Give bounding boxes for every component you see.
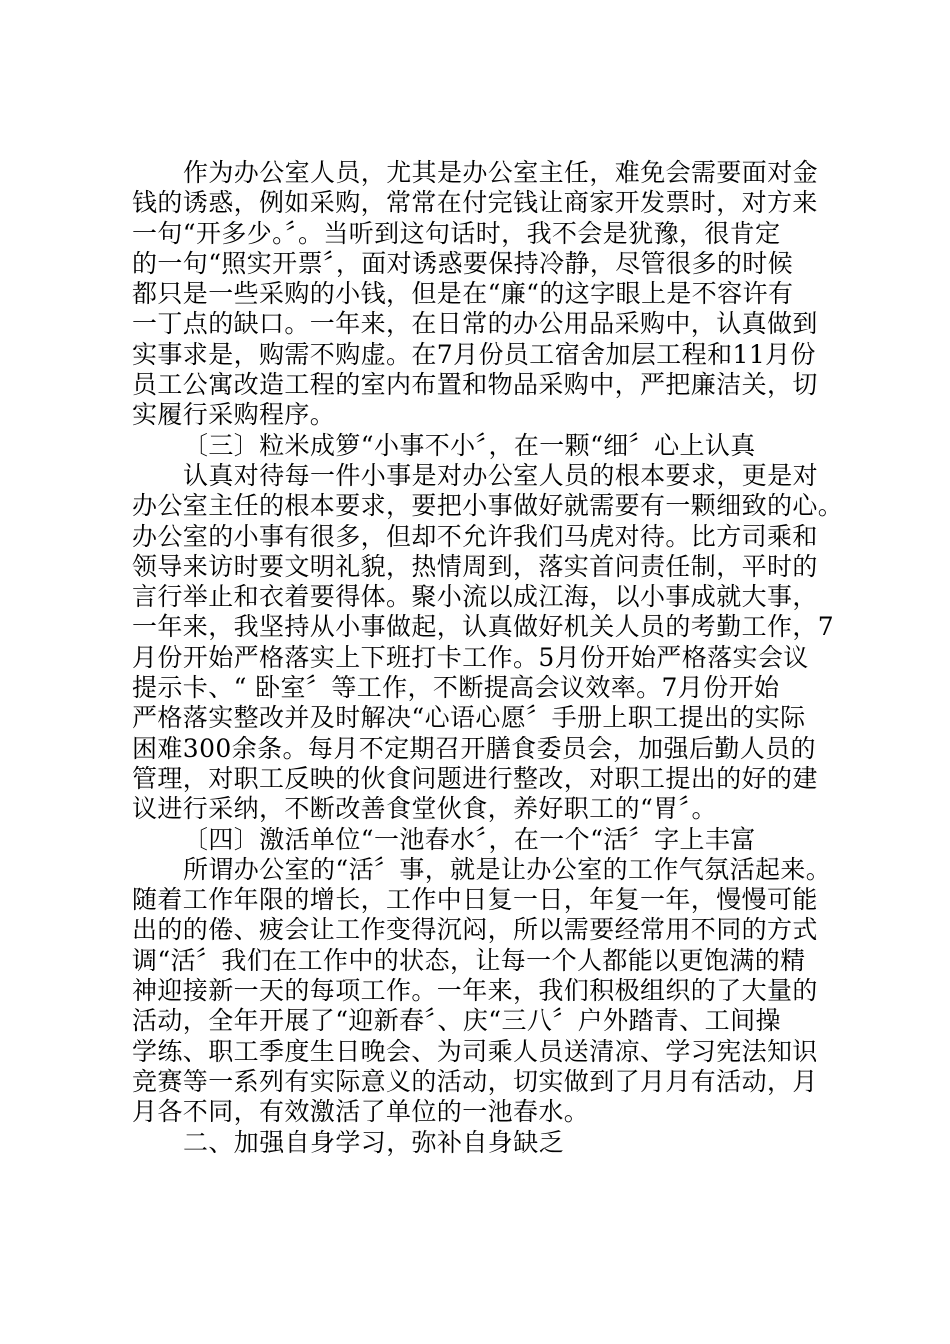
text-line: 〔四〕激活单位“一池春水〞，在一个“活〞字上丰富: [183, 824, 756, 854]
text-line: 的一句“照实开票〞，面对诱惑要保持冷静，尽管很多的时候: [132, 248, 794, 278]
text-line: 管理，对职工反映的伙食问题进行整改，对职工提出的好的建: [132, 763, 818, 793]
text-line: 困难300余条。每月不定期召开膳食委员会，加强后勤人员的: [132, 733, 816, 763]
text-line: 实履行采购程序。: [132, 400, 336, 430]
text-line: 办公室主任的根本要求，要把小事做好就需要有一颗细致的心。: [132, 491, 844, 521]
text-line: 神迎接新一天的每项工作。一年来，我们积极组织的了大量的: [132, 976, 818, 1006]
text-line: 钱的诱惑，例如采购，常常在付完钱让商家开发票时，对方来: [132, 188, 818, 218]
text-line: 〔三〕粒米成箩“小事不小〞，在一颗“细〞心上认真: [183, 430, 756, 460]
text-line: 领导来访时要文明礼貌，热情周到，落实首问责任制，平时的: [132, 551, 818, 581]
text-line: 活动，全年开展了“迎新春〞、庆“三八〞户外踏青、工间操: [132, 1006, 781, 1036]
text-line: 所谓办公室的“活〞事，就是让办公室的工作气氛活起来。: [183, 854, 832, 884]
text-line: 严格落实整改并及时解决“心语心愿〞手册上职工提出的实际: [132, 703, 806, 733]
text-line: 认真对待每一件小事是对办公室人员的根本要求，更是对: [183, 460, 819, 490]
text-line: 议进行采纳，不断改善食堂伙食，养好职工的“胃〞。: [132, 794, 717, 824]
text-line: 一年来，我坚持从小事做起，认真做好机关人员的考勤工作，7: [132, 612, 835, 642]
document-body: [132, 158, 844, 1158]
text-line: 出的的倦、疲会让工作变得沉闷，所以需要经常用不同的方式: [132, 915, 818, 945]
text-line: 一句“开多少。〞。当听到这句话时，我不会是犹豫，很肯定: [132, 218, 781, 248]
text-line: 调“活〞我们在工作中的状态，让每一个人都能以更饱满的精: [132, 945, 806, 975]
text-line: 作为办公室人员，尤其是办公室主任，难免会需要面对金: [183, 158, 819, 187]
text-line: 月份开始严格落实上下班打卡工作。5月份开始严格落实会议: [132, 642, 809, 672]
text-line: 提示卡、“ 卧室〞等工作，不断提高会议效率。7月份开始: [132, 673, 780, 703]
text-line: 随着工作年限的增长，工作中日复一日，年复一年，慢慢可能: [132, 885, 818, 915]
text-line: 言行举止和衣着要得体。聚小流以成江海，以小事成就大事，: [132, 582, 818, 612]
text-line: 二、加强自身学习，弥补自身缺乏: [183, 1127, 565, 1157]
text-line: 都只是一些采购的小钱，但是在“廉“的这字眼上是不容许有: [132, 279, 794, 309]
text-line: 月各不同，有效激活了单位的一池春水。: [132, 1097, 590, 1127]
text-line: 学练、职工季度生日晚会、为司乘人员送清凉、学习宪法知识: [132, 1036, 818, 1066]
text-line: 竞赛等一系列有实际意义的活动，切实做到了月月有活动，月: [132, 1066, 818, 1096]
text-line: 实事求是，购需不购虚。在7月份员工宿舍加层工程和11月份: [132, 339, 816, 369]
text-line: 办公室的小事有很多，但却不允许我们马虎对待。比方司乘和: [132, 521, 818, 551]
text-line: 员工公寓改造工程的室内布置和物品采购中，严把廉洁关，切: [132, 370, 818, 400]
text-line: 一丁点的缺口。一年来，在日常的办公用品采购中，认真做到: [132, 309, 818, 339]
